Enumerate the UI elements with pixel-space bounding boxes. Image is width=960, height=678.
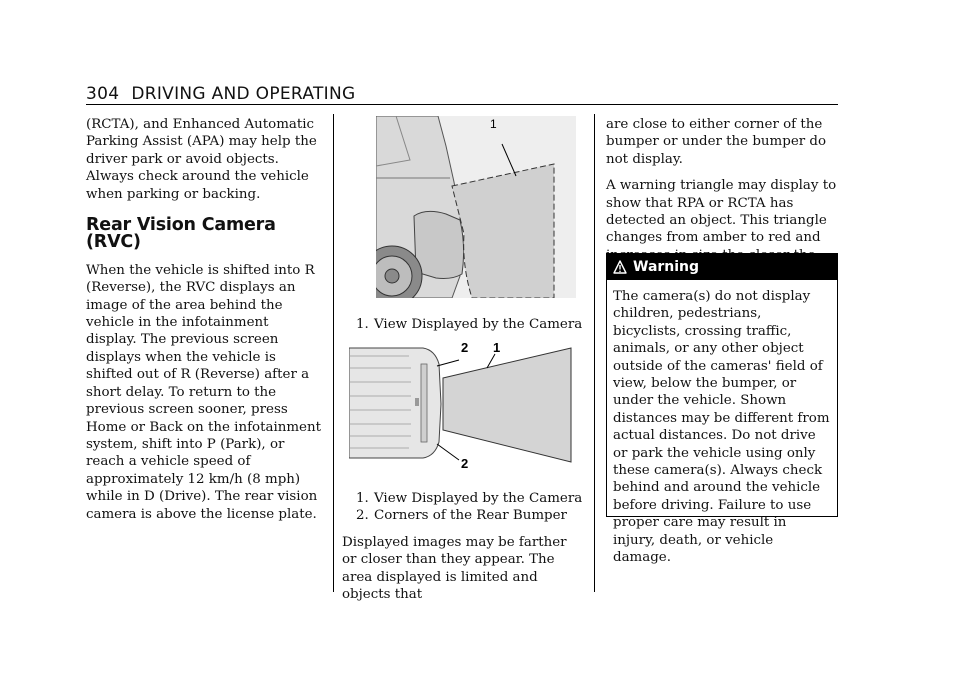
page-header (86, 84, 355, 104)
intro-paragraph: (RCTA), and Enhanced Automatic Parking Assist (APA) may help the driver park or avoid objects. Always check around the vehicle when parking or backing. (86, 117, 317, 202)
display-limits-paragraph: Displayed images may be farther or closer than they appear. The area displayed is limited and objects that (342, 535, 567, 603)
corner-paragraph: are close to either corner of the bumper or under the bumper do not display. (606, 117, 827, 167)
callout-1: 1 (490, 117, 497, 131)
warning-header (607, 254, 837, 280)
column-left (86, 116, 322, 523)
header-rule (86, 104, 838, 105)
page-number: 304 (86, 84, 120, 104)
vehicle-corner-drawing (376, 116, 576, 298)
column-divider (333, 114, 334, 592)
callout-2-top: 2 (461, 340, 469, 355)
figure1-captions (356, 316, 582, 333)
column-divider (594, 114, 595, 592)
caption-item: 1. View Displayed by the Camera (356, 491, 583, 506)
warning-title: Warning (633, 259, 700, 275)
vehicle-top-view-drawing (349, 338, 575, 470)
section-title: DRIVING AND OPERATING (131, 84, 356, 104)
callout-1-top: 1 (493, 340, 501, 355)
warning-icon (613, 260, 627, 274)
warning-box (606, 253, 838, 566)
rvc-paragraph: When the vehicle is shifted into R (Reverse), the RVC displays an image of the area behind the vehicle in the infotainment display. The previous screen displays when the vehicle is shifted out of R (Reverse) after a short delay. To return to the previous screen sooner, press Home or Back on the infotainment system, shift into P (Park), or reach a vehicle speed of approximately 12 km/h (8 mph) while in D (Drive). The rear vision camera is above the license plate. (86, 262, 321, 522)
callout-2-bottom: 2 (461, 456, 469, 470)
column-middle-text (342, 534, 582, 604)
camera-view-illustration (376, 116, 576, 298)
caption-item: 2. Corners of the Rear Bumper (356, 508, 567, 524)
top-view-illustration (349, 338, 575, 470)
warning-triangle-paragraph: A warning triangle may display to show that RPA or RCTA has detected an object. This triangle changes from amber to red and (606, 178, 837, 246)
warning-text: The camera(s) do not display children, pedestrians, bicyclists, crossing traffic, animals, or any other object outside of the cameras' field of view, below the bumper, or under the vehicle. Shown distances may be different from actual distances. Do not drive or park the vehicle using only these camera(s). Always check behind and around the vehicle before driving. Failure to use proper care may result in injury, death, or vehicle damage. (613, 289, 830, 566)
caption-item: 1. View Displayed by the Camera (356, 317, 583, 332)
figure2-captions (356, 490, 582, 525)
section-heading: Rear Vision Camera (RVC) (86, 215, 276, 253)
